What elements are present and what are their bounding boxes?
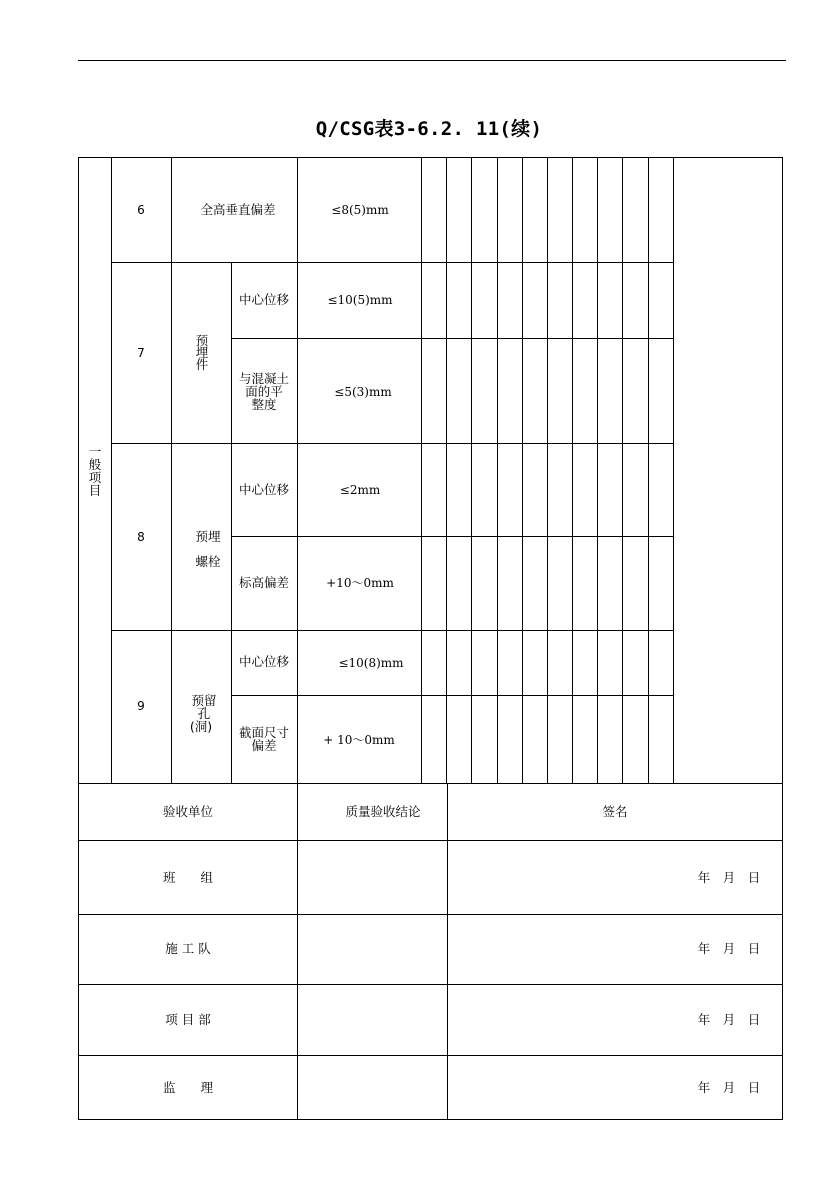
row7-sub1-name: 中心位移 [238, 292, 290, 307]
row6-item-name: 全高垂直偏差 [200, 202, 276, 217]
table-grid [79, 158, 783, 1120]
row9-sub2-name-line2: 偏差 [251, 738, 277, 753]
acceptance-unit: 班 组 [162, 870, 214, 885]
category-char-3: 项 [88, 470, 102, 485]
acceptance-date: 年 月 日 [697, 941, 761, 956]
row7-sub2-tolerance: ≤5(3)mm [334, 385, 392, 399]
row7-sub2-name-line3: 整度 [251, 397, 277, 412]
row8-name-line2: 螺栓 [195, 554, 221, 569]
row9-sub1-tolerance: ≤10(8)mm [338, 656, 404, 670]
row7-name-char-1: 预 [195, 333, 209, 348]
row9-number: 9 [137, 699, 145, 713]
row7-number: 7 [137, 346, 145, 360]
acceptance-unit: 项 目 部 [165, 1012, 211, 1027]
category-char-2: 般 [88, 457, 102, 472]
row6-number: 6 [137, 203, 145, 217]
row8-sub1-tolerance: ≤2mm [339, 483, 381, 497]
row8-sub2-name: 标高偏差 [238, 575, 290, 590]
acceptance-unit: 施 工 队 [165, 941, 211, 956]
category-label [89, 444, 102, 498]
row9-sub2-tolerance: + 10～0mm [323, 733, 395, 747]
row6-tolerance: ≤8(5)mm [331, 203, 389, 217]
row9-sub2-name-line1: 截面尺寸 [238, 725, 290, 740]
row7-sub1-tolerance: ≤10(5)mm [327, 293, 393, 307]
row7-sub2-name-line2: 面的平 [245, 384, 283, 399]
row7-item-name [196, 333, 209, 372]
acceptance-date: 年 月 日 [697, 1080, 761, 1095]
document-title: Q/CSG表3-6.2. 11(续) [315, 118, 543, 140]
acceptance-unit: 监 理 [162, 1080, 214, 1095]
acceptance-date: 年 月 日 [697, 1012, 761, 1027]
row8-number: 8 [137, 530, 145, 544]
acceptance-signature-header: 签名 [602, 804, 628, 819]
acceptance-conclusion-header: 质量验收结论 [345, 804, 421, 819]
row9-name-line2: 孔 [197, 706, 211, 721]
row7-sub2-name-line1: 与混凝土 [238, 371, 290, 386]
row9-name-line3: (洞) [189, 719, 213, 734]
row8-sub2-tolerance: +10～0mm [326, 576, 394, 590]
row8-sub1-name: 中心位移 [238, 482, 290, 497]
row7-name-char-2: 埋 [195, 345, 209, 360]
category-char-4: 目 [88, 483, 102, 498]
acceptance-date: 年 月 日 [697, 870, 761, 885]
acceptance-unit-header: 验收单位 [162, 804, 214, 819]
row7-name-char-3: 件 [195, 357, 209, 372]
category-char-1: 一 [88, 444, 102, 459]
row9-name-line1: 预留 [191, 693, 217, 708]
row9-sub1-name: 中心位移 [238, 654, 290, 669]
row8-name-line1: 预埋 [195, 529, 221, 544]
